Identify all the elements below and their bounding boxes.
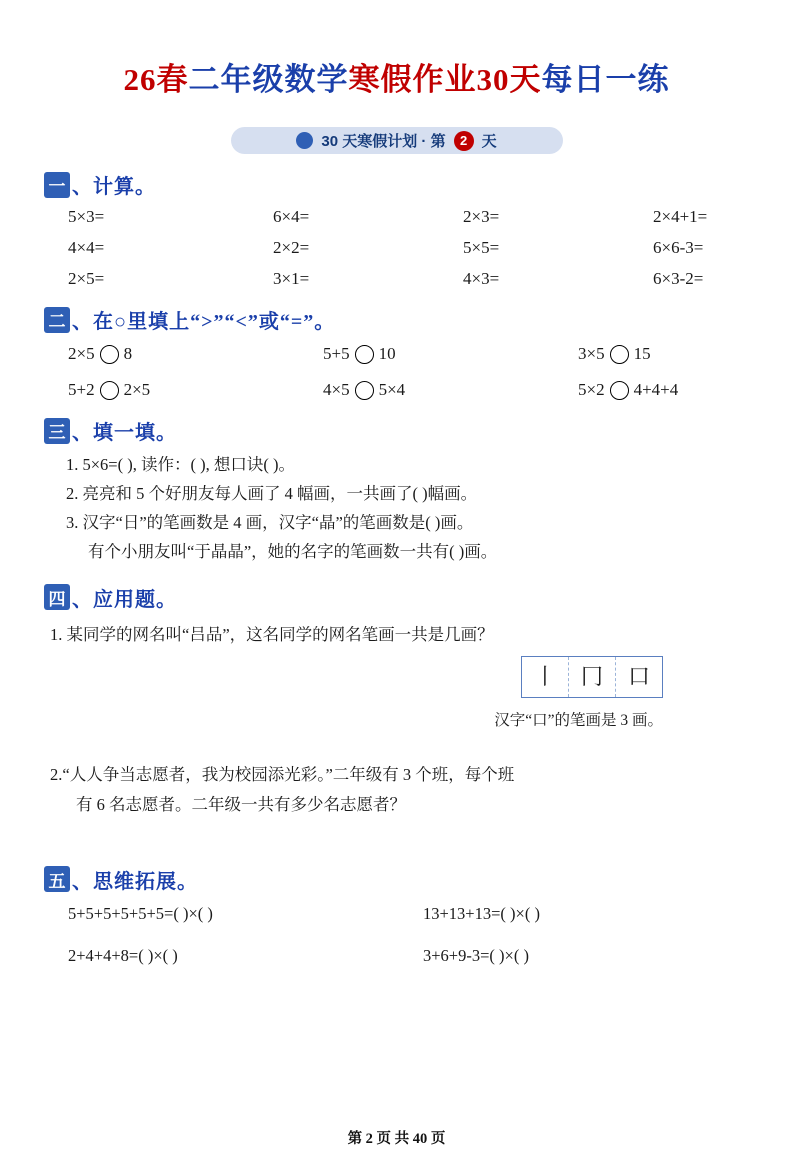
comparison-left: 4×5 (323, 380, 350, 399)
fill-in-block (44, 451, 749, 567)
comparison-row (68, 380, 749, 400)
comparison-right: 2×5 (123, 380, 151, 399)
calc-item: 4×3= (463, 269, 500, 288)
fill-question-1: 1. 5×6=( ), 读作：( ), 想口诀( )。 (66, 455, 295, 474)
calc-item: 2×4+1= (653, 207, 708, 226)
calc-item: 2×2= (273, 238, 310, 257)
page-title (44, 54, 749, 99)
title-part-4: 每日一练 (541, 62, 670, 97)
answer-circle[interactable] (355, 381, 374, 400)
calc-item: 3×1= (273, 269, 310, 288)
answer-circle[interactable] (355, 345, 374, 364)
application-question-1: 1. 某同学的网名叫“吕品”，这名同学的网名笔画一共是几画？ (50, 624, 494, 644)
calc-item: 5×5= (463, 238, 500, 257)
stroke-cell: 冂 (569, 657, 616, 697)
comparison-item (578, 344, 749, 364)
section-title-two: 、在○里填上“>”“<”或“=”。 (72, 311, 336, 333)
section-title-one: 、计算。 (72, 176, 156, 198)
calculation-grid (44, 207, 749, 289)
banner-prefix: 30 天寒假计划 · 第 (321, 133, 446, 150)
calc-item: 5×3= (68, 207, 105, 226)
fill-question-3-line1: 3. 汉字“日”的笔画数是 4 画，汉字“晶”的笔画数是( )画。 (66, 512, 474, 532)
section-heading-one (44, 170, 749, 199)
stroke-box (521, 656, 663, 698)
comparison-left: 5×2 (578, 380, 605, 399)
thinking-row (68, 904, 749, 924)
thinking-row (68, 946, 749, 966)
answer-circle[interactable] (100, 381, 119, 400)
comparison-left: 2×5 (68, 344, 95, 363)
application-question-2-line2: 有 6 名志愿者。二年级一共有多少名志愿者？ (76, 795, 406, 815)
section-title-three: 、填一填。 (72, 422, 177, 444)
answer-circle[interactable] (100, 345, 119, 364)
comparison-right: 5×4 (378, 380, 406, 399)
fill-question-3-line2: 有个小朋友叫“于晶晶”，她的名字的笔画数一共有( )画。 (88, 541, 498, 561)
section-heading-four (44, 583, 749, 612)
banner-day-number: 2 (454, 131, 474, 151)
page-footer: 第 2 页 共 40 页 (347, 1131, 446, 1147)
title-part-3: 寒假作业30天 (348, 62, 542, 97)
stroke-caption: 汉字“口”的笔画是 3 画。 (494, 712, 663, 730)
bullet-dot-icon (296, 132, 313, 149)
stroke-demo-area (50, 656, 749, 736)
calc-item: 2×3= (463, 207, 500, 226)
comparison-right: 15 (633, 344, 651, 363)
calc-item: 4×4= (68, 238, 105, 257)
day-banner-wrap (44, 127, 749, 154)
thinking-block (44, 904, 749, 966)
section-heading-three (44, 416, 749, 445)
answer-circle[interactable] (610, 345, 629, 364)
day-banner (231, 127, 563, 154)
fill-question-2: 2. 亮亮和 5 个好朋友每人画了 4 幅画，一共画了( )幅画。 (66, 483, 478, 503)
section-number-two: 二 (44, 307, 70, 333)
comparison-right: 4+4+4 (633, 380, 679, 399)
comparison-row (68, 344, 749, 364)
calc-item: 2×5= (68, 269, 105, 288)
calc-item: 6×3-2= (653, 269, 704, 288)
stroke-cell: 口 (627, 663, 650, 689)
thinking-item: 5+5+5+5+5+5=( )×( ) (68, 903, 213, 923)
section-number-three: 三 (44, 418, 70, 444)
calc-item: 6×4= (273, 207, 310, 226)
comparison-right: 10 (378, 344, 396, 363)
comparison-left: 5+2 (68, 380, 95, 399)
comparison-right: 8 (123, 344, 133, 363)
comparison-item (323, 344, 578, 364)
title-part-2: 二年级数学 (188, 62, 349, 97)
worksheet-page (0, 54, 793, 1176)
section-title-five: 、思维拓展。 (72, 870, 198, 893)
banner-suffix: 天 (481, 133, 497, 150)
comparison-left: 5+5 (323, 344, 350, 363)
comparison-left: 3×5 (578, 344, 605, 363)
section-heading-two (44, 305, 749, 334)
thinking-item: 2+4+4+8=( )×( ) (68, 945, 178, 965)
section-title-four: 、应用题。 (72, 588, 177, 611)
comparison-block (44, 344, 749, 400)
application-question-2-line1: 2.“人人争当志愿者，我为校园添光彩。”二年级有 3 个班，每个班 (50, 764, 515, 784)
section-number-four: 四 (44, 584, 70, 610)
comparison-item (323, 380, 578, 400)
application-question-2 (50, 760, 749, 821)
calc-item: 6×6-3= (653, 238, 704, 257)
stroke-cell: 丨 (522, 657, 569, 697)
thinking-item: 3+6+9-3=( )×( ) (423, 945, 529, 965)
section-heading-five (44, 865, 749, 894)
comparison-item (578, 380, 749, 400)
title-part-1: 26春 (123, 62, 189, 97)
comparison-item (68, 344, 323, 364)
answer-circle[interactable] (610, 381, 629, 400)
application-block (44, 620, 749, 821)
section-number-five: 五 (44, 866, 70, 892)
comparison-item (68, 380, 323, 400)
thinking-item: 13+13+13=( )×( ) (423, 903, 540, 923)
section-number-one: 一 (44, 172, 70, 198)
